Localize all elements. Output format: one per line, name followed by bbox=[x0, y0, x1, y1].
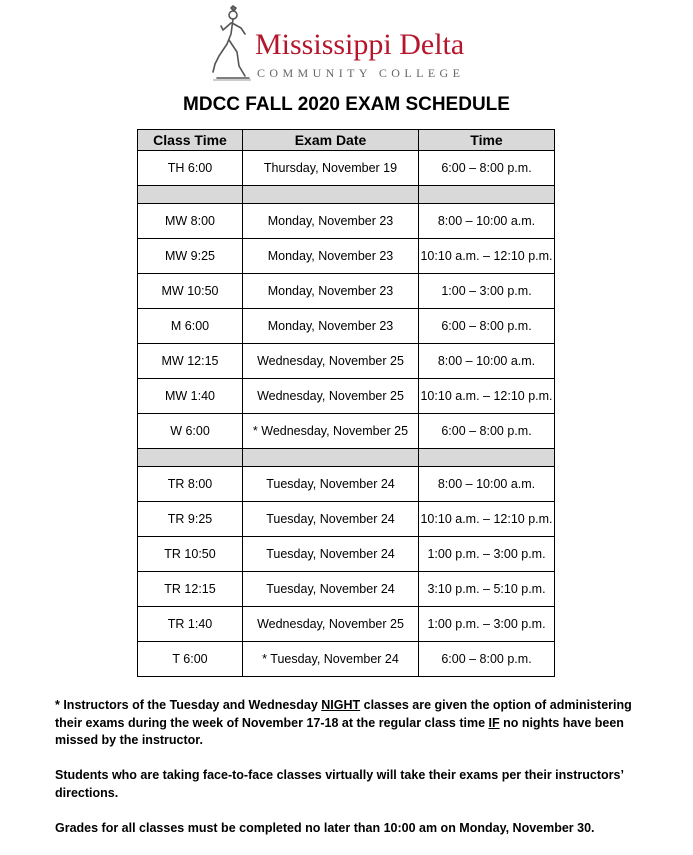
time-cell: 10:10 a.m. – 12:10 p.m. bbox=[419, 239, 555, 274]
class-time-cell: M 6:00 bbox=[138, 309, 243, 344]
class-time-cell: MW 9:25 bbox=[138, 239, 243, 274]
time-cell: 6:00 – 8:00 p.m. bbox=[419, 642, 555, 677]
time-cell: 6:00 – 8:00 p.m. bbox=[419, 151, 555, 186]
class-time-cell: MW 8:00 bbox=[138, 204, 243, 239]
page-title: MDCC FALL 2020 EXAM SCHEDULE bbox=[183, 94, 510, 115]
class-time-cell: TH 6:00 bbox=[138, 151, 243, 186]
time-cell: 10:10 a.m. – 12:10 p.m. bbox=[419, 379, 555, 414]
exam-schedule-table bbox=[137, 129, 555, 677]
class-time-cell: MW 10:50 bbox=[138, 274, 243, 309]
exam-date-cell: Wednesday, November 25 bbox=[243, 607, 419, 642]
exam-date-cell: * Wednesday, November 25 bbox=[243, 414, 419, 449]
separator-cell bbox=[419, 186, 555, 204]
table-row bbox=[138, 344, 555, 379]
class-time-cell: TR 10:50 bbox=[138, 537, 243, 572]
table-row bbox=[138, 239, 555, 274]
time-cell: 8:00 – 10:00 a.m. bbox=[419, 344, 555, 379]
header-exam-date: Exam Date bbox=[243, 130, 419, 151]
class-time-cell: MW 1:40 bbox=[138, 379, 243, 414]
time-cell: 6:00 – 8:00 p.m. bbox=[419, 309, 555, 344]
class-time-cell: TR 12:15 bbox=[138, 572, 243, 607]
time-cell: 1:00 – 3:00 p.m. bbox=[419, 274, 555, 309]
table-row bbox=[138, 502, 555, 537]
header-time: Time bbox=[419, 130, 555, 151]
table-row bbox=[138, 274, 555, 309]
exam-date-cell: Tuesday, November 24 bbox=[243, 502, 419, 537]
table-header-row bbox=[138, 130, 555, 151]
college-logo bbox=[209, 4, 471, 82]
exam-date-cell: Wednesday, November 25 bbox=[243, 344, 419, 379]
class-time-cell: MW 12:15 bbox=[138, 344, 243, 379]
table-row bbox=[138, 537, 555, 572]
separator-row bbox=[138, 449, 555, 467]
separator-cell bbox=[243, 449, 419, 467]
night-classes-note bbox=[55, 697, 645, 750]
table-row bbox=[138, 572, 555, 607]
time-cell: 6:00 – 8:00 p.m. bbox=[419, 414, 555, 449]
table-row bbox=[138, 151, 555, 186]
class-time-cell: TR 9:25 bbox=[138, 502, 243, 537]
exam-date-cell: Tuesday, November 24 bbox=[243, 572, 419, 607]
exam-date-cell: Tuesday, November 24 bbox=[243, 467, 419, 502]
athlete-statue-icon bbox=[209, 4, 255, 82]
header-class-time: Class Time bbox=[138, 130, 243, 151]
time-cell: 8:00 – 10:00 a.m. bbox=[419, 467, 555, 502]
note-text: no nights have been missed by the instructor. bbox=[55, 715, 624, 747]
college-subtitle: COMMUNITY COLLEGE bbox=[257, 66, 465, 80]
exam-date-cell: Tuesday, November 24 bbox=[243, 537, 419, 572]
class-time-cell: T 6:00 bbox=[138, 642, 243, 677]
separator-cell bbox=[138, 449, 243, 467]
exam-date-cell: Monday, November 23 bbox=[243, 204, 419, 239]
exam-date-cell: Thursday, November 19 bbox=[243, 151, 419, 186]
exam-date-cell: Monday, November 23 bbox=[243, 274, 419, 309]
exam-date-cell: * Tuesday, November 24 bbox=[243, 642, 419, 677]
class-time-cell: TR 8:00 bbox=[138, 467, 243, 502]
table-row bbox=[138, 467, 555, 502]
time-cell: 8:00 – 10:00 a.m. bbox=[419, 204, 555, 239]
time-cell: 1:00 p.m. – 3:00 p.m. bbox=[419, 607, 555, 642]
table-row bbox=[138, 309, 555, 344]
exam-date-cell: Monday, November 23 bbox=[243, 239, 419, 274]
separator-row bbox=[138, 186, 555, 204]
note-emphasis-night: NIGHT bbox=[321, 698, 361, 712]
grades-deadline-note: Grades for all classes must be completed no later than 10:00 am on Monday, November 30. bbox=[55, 820, 595, 835]
class-time-cell: W 6:00 bbox=[138, 414, 243, 449]
table-row bbox=[138, 204, 555, 239]
virtual-students-note: Students who are taking face-to-face classes virtually will take their exams per their instructors’ directions. bbox=[55, 768, 624, 800]
note-text: * Instructors of the Tuesday and Wednesday bbox=[55, 698, 322, 712]
time-cell: 10:10 a.m. – 12:10 p.m. bbox=[419, 502, 555, 537]
exam-date-cell: Wednesday, November 25 bbox=[243, 379, 419, 414]
note-text: classes are given the option of administering their exams during the week of November 17-18 at the regular class time bbox=[55, 698, 632, 730]
table-row bbox=[138, 642, 555, 677]
separator-cell bbox=[419, 449, 555, 467]
class-time-cell: TR 1:40 bbox=[138, 607, 243, 642]
table-row bbox=[138, 379, 555, 414]
time-cell: 1:00 p.m. – 3:00 p.m. bbox=[419, 537, 555, 572]
time-cell: 3:10 p.m. – 5:10 p.m. bbox=[419, 572, 555, 607]
college-name: Mississippi Delta bbox=[255, 28, 465, 61]
separator-cell bbox=[138, 186, 243, 204]
separator-cell bbox=[243, 186, 419, 204]
table-row bbox=[138, 414, 555, 449]
note-emphasis-if: IF bbox=[488, 715, 500, 730]
exam-date-cell: Monday, November 23 bbox=[243, 309, 419, 344]
notes-section bbox=[55, 697, 645, 855]
table-row bbox=[138, 607, 555, 642]
